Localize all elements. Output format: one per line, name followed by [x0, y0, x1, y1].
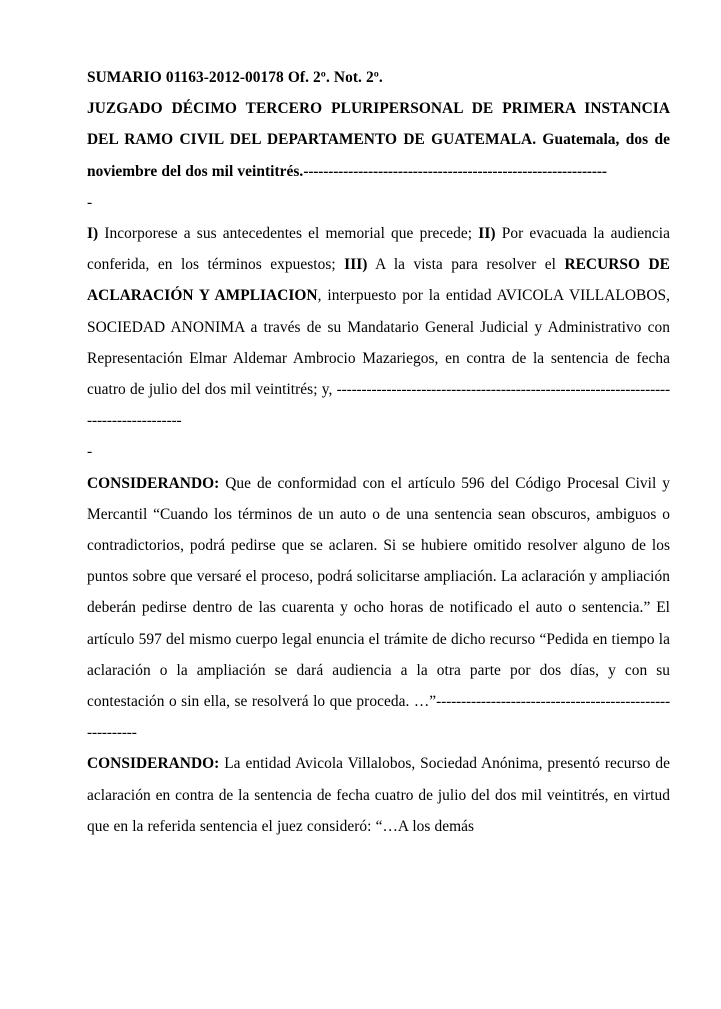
text-run: Por evacuada la audiencia conferida, en los términos expuestos;: [87, 225, 670, 274]
bold-text-run: RECURSO DE ACLARACIÓN Y AMPLIACION: [87, 256, 670, 305]
dash-fill-run: --------------------------------------------------------------------------------------: [87, 381, 670, 430]
sumario-heading: [87, 62, 670, 93]
document-body: [87, 62, 670, 842]
hanging-dash: -: [87, 443, 93, 461]
bold-text-run: I): [87, 225, 99, 243]
text-run: La entidad Avicola Villalobos, Sociedad Anónima, presentó recurso de aclaración en contra de la sentencia de fecha cuatro de julio del dos mil veintitrés, en virtud que en la referida sentencia el juez consideró: “…A los demás: [87, 755, 670, 835]
resolutive-points-paragraph: [87, 218, 670, 436]
bold-text-run: JUZGADO DÉCIMO TERCERO PLURIPERSONAL DE PRIMERA INSTANCIA DEL RAMO CIVIL DEL DEPARTAMENTO DE GUATEMALA. Guatemala, dos de noviembre del dos mil veintitrés.: [87, 100, 670, 180]
court-heading: [87, 93, 670, 187]
bold-text-run: CONSIDERANDO:: [87, 755, 220, 773]
hanging-dash: -: [87, 193, 93, 211]
considerando-first-paragraph: [87, 468, 670, 749]
dash-fill-run: -------------------------------------------------------------: [303, 162, 607, 180]
bold-text-run: III): [344, 256, 368, 274]
dash-fill-run: ---------------------------------------------------------: [87, 693, 670, 742]
text-run: A la vista para resolver el: [367, 256, 565, 274]
considerando-second-paragraph: [87, 748, 670, 842]
text-run: , interpuesto por la entidad AVICOLA VILLALOBOS, SOCIEDAD ANONIMA a través de su Mandatario General Judicial y Administrativo con Representación Elmar Aldemar Ambrocio Mazariegos, en contra de la sentencia de fecha cuatro de julio del dos mil veintitrés; y,: [87, 287, 671, 399]
text-run: Que de conformidad con el artículo 596 del Código Procesal Civil y Mercantil “Cuando los términos de un auto o de una sentencia sean obscuros, ambiguos o contradictorios, podrá pedirse que se aclaren. Si se hubiere omitido resolver alguno de los puntos sobre que versaré el proceso, podrá solicitarse ampliación. La aclaración y ampliación deberán pedirse dentro de las cuarenta y ocho horas de notificado el auto o sentencia.” El artículo 597 del mismo cuerpo legal enuncia el trámite de dicho recurso “Pedida en tiempo la aclaración o la ampliación se dará audiencia a la otra parte por dos días, y con su contestación o sin ella, se resolverá lo que proceda. …”: [87, 474, 670, 711]
bold-text-run: II): [478, 225, 496, 243]
bold-text-run: SUMARIO 01163-2012-00178 Of. 2º. Not. 2º.: [87, 69, 383, 86]
text-run: Incorporese a sus antecedentes el memorial que precede;: [98, 225, 479, 243]
bold-text-run: CONSIDERANDO:: [87, 474, 220, 492]
